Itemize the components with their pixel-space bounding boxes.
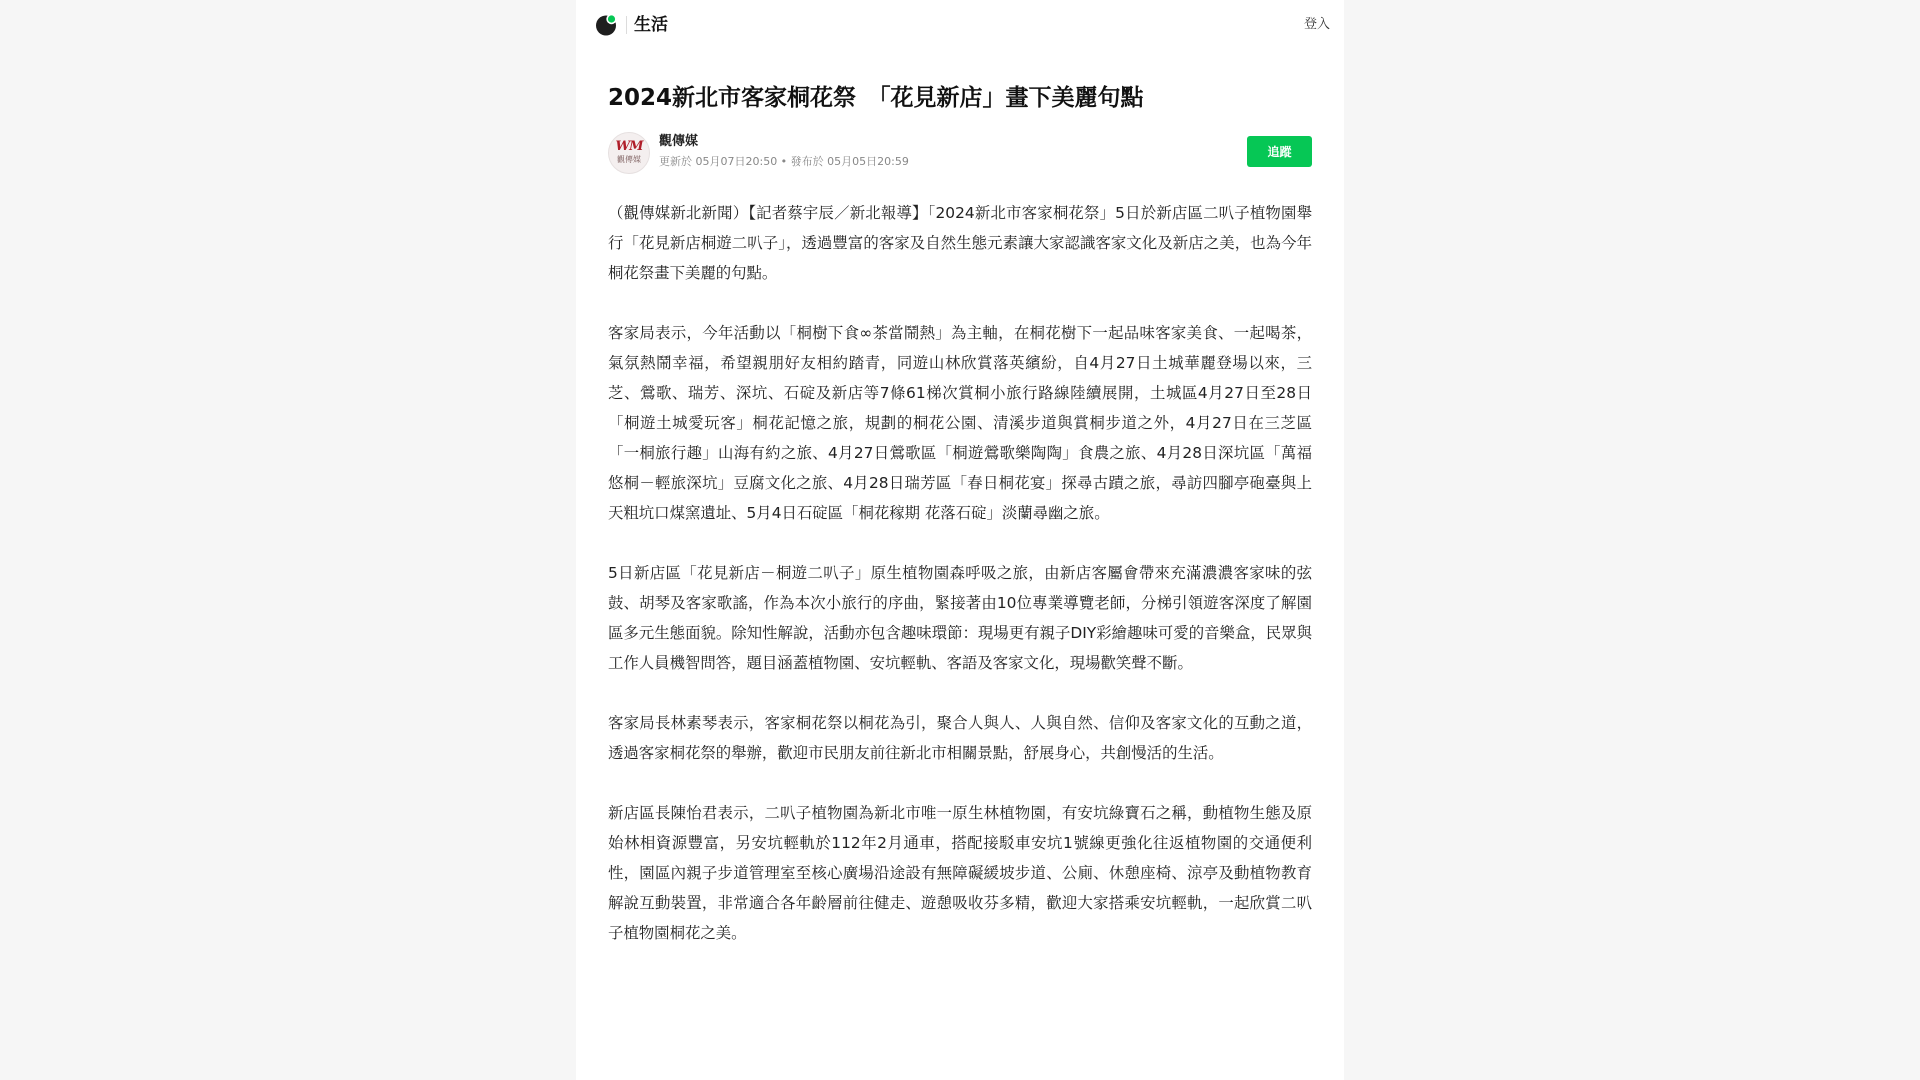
section-title[interactable]: 生活 [634,15,668,35]
follow-button[interactable]: 追蹤 [1247,136,1312,167]
publisher-name[interactable]: 觀傳媒 [659,134,699,149]
publish-timestamps: 更新於 05月07日20:50 • 發布於 05月05日20:59 [659,155,909,168]
article-paragraph: 客家局表示，今年活動以「桐樹下食∞茶當鬧熱」為主軸，在桐花樹下一起品味客家美食、一起喝茶，氣氛熱鬧幸福，希望親朋好友相約踏青，同遊山林欣賞落英繽紛，自4月27日土城華麗登場以來，三芝、鶯歌、瑞芳、深坑、石碇及新店等7條61梯次賞桐小旅行路線陸續展開，土城區4月27日至28日「桐遊土城愛玩客」桐花記憶之旅，規劃的桐花公園、清溪步道與賞桐步道之外，4月27日在三芝區「一桐旅行趣」山海有約之旅、4月27日鶯歌區「桐遊鶯歌樂陶陶」食農之旅、4月28日深坑區「萬福悠桐－輕旅深坑」豆腐文化之旅、4月28日瑞芳區「春日桐花宴」探尋古蹟之旅，尋訪四腳亭砲臺與上天粗坑口煤窯遺址、5月4日石碇區「桐花稼期 花落石碇」淡蘭尋幽之旅。 [608,324,1312,522]
top-navigation-bar [576,0,1344,50]
publisher-avatar[interactable] [608,132,650,174]
article [608,78,1312,978]
article-paragraph: 5日新店區「花見新店－桐遊二叭子」原生植物園森呼吸之旅，由新店客屬會帶來充滿濃濃客家味的弦鼓、胡琴及客家歌謠，作為本次小旅行的序曲，緊接著由10位專業導覽老師，分梯引領遊客深度了解園區多元生態面貌。除知性解說，活動亦包含趣味環節：現場更有親子DIY彩繪趣味可愛的音樂盒，民眾與工作人員機智問答，題目涵蓋植物園、安坑輕軌、客語及客家文化，現場歡笑聲不斷。 [608,564,1312,672]
article-paragraph: （觀傳媒新北新聞）【記者蔡宇辰／新北報導】「2024新北市客家桐花祭」5日於新店區二叭子植物園舉行「花見新店桐遊二叭子」，透過豐富的客家及自然生態元素讓大家認識客家文化及新店之美，也為今年桐花祭畫下美麗的句點。 [608,204,1312,282]
article-byline [608,132,1312,184]
avatar-logo-subtext: 觀傳媒 [617,155,641,164]
login-link[interactable]: 登入 [1303,17,1330,32]
article-paragraph: 客家局長林素琴表示，客家桐花祭以桐花為引，聚合人與人、人與自然、信仰及客家文化的互動之道，透過客家桐花祭的舉辦，歡迎市民朋友前往新北市相關景點，舒展身心，共創慢活的生活。 [608,714,1312,762]
article-paragraph: 新店區長陳怡君表示，二叭子植物園為新北市唯一原生林植物園，有安坑綠寶石之稱，動植物生態及原始林相資源豐富，另安坑輕軌於112年2月通車，搭配接駁車安坑1號線更強化往返植物園的交通便利性，園區內親子步道管理室至核心廣場沿途設有無障礙緩坡步道、公廁、休憩座椅、涼亭及動植物教育解說互動裝置，非常適合各年齡層前往健走、遊憩吸收芬多精，歡迎大家搭乘安坑輕軌，一起欣賞二叭子植物園桐花之美。 [608,804,1312,942]
header-divider [626,16,627,34]
line-today-icon[interactable] [594,13,618,37]
article-body [608,198,1312,948]
article-headline: 2024新北市客家桐花祭 「花見新店」畫下美麗句點 [608,85,1144,111]
page-container [576,0,1344,1080]
avatar-logo-text: WM [615,139,643,154]
